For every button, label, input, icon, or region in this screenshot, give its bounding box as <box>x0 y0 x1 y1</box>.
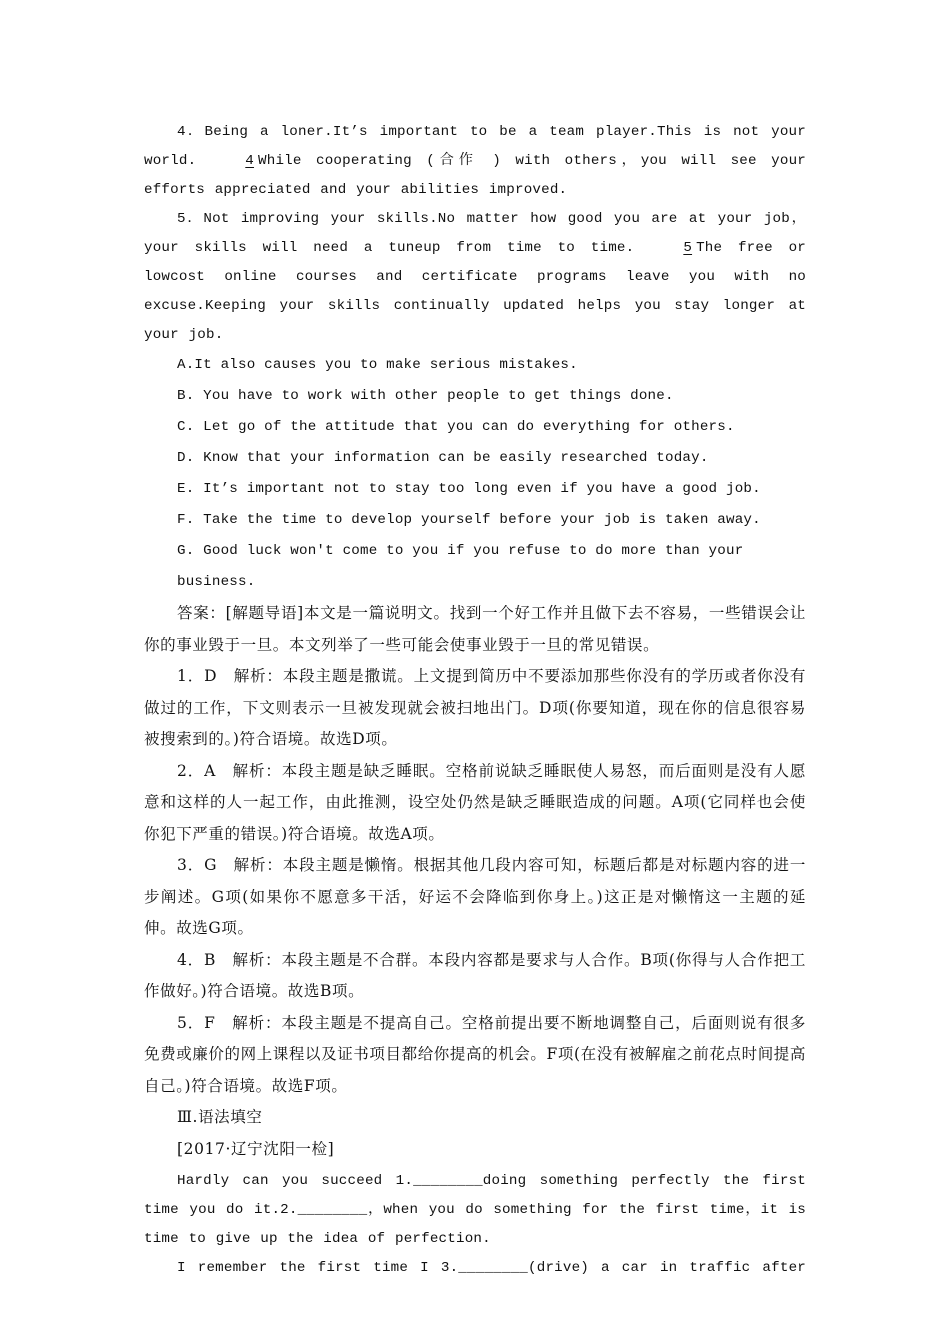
answer-intro: 答案：[解题导语]本文是一篇说明文。找到一个好工作并且做下去不容易，一些错误会让你的事业毁于一旦。本文列举了一些可能会使事业毁于一旦的常见错误。 <box>144 604 806 654</box>
options-list <box>144 350 806 598</box>
grammar-paragraph-1: Hardly can you succeed 1.________doing something perfectly the first time you do it.2.________，when you do something for the first time，it is time to give up the idea of perfection. <box>144 1173 806 1247</box>
option-b: B. You have to work with other people to get things done. <box>177 388 674 404</box>
answer-item-3: 3．G 解析：本段主题是懒惰。根据其他几段内容可知，标题后都是对标题内容的进一步阐述。G项(如果你不愿意多干活，好运不会降临到你身上。)这正是对懒惰这一主题的延伸。故选G项。 <box>144 856 806 937</box>
grammar-section <box>144 1102 806 1283</box>
option-f: F. Take the time to develop yourself before your job is taken away. <box>177 512 761 528</box>
blank-4: 4 <box>245 153 255 169</box>
paragraph-4-tail: While cooperating (合作 ) with others，you will see your efforts appreciated and your abilities improved. <box>144 153 806 198</box>
section-source: [2017·辽宁沈阳一检] <box>177 1139 335 1158</box>
grammar-paragraph-2: I remember the first time I 3.________(drive) a car in traffic after <box>177 1260 806 1276</box>
reading-paragraph-4 <box>144 118 806 205</box>
option-e: E. It’s important not to stay too long even if you have a good job. <box>177 481 761 497</box>
answer-item-2: 2．A 解析：本段主题是缺乏睡眠。空格前说缺乏睡眠使人易怒，而后面则是没有人愿意和这样的人一起工作，由此推测，设空处仍然是缺乏睡眠造成的问题。A项(它同样也会使你犯下严重的错误。)符合语境。故选A项。 <box>144 761 806 843</box>
page-content <box>144 118 806 1283</box>
option-a: A.It also causes you to make serious mistakes. <box>177 357 578 373</box>
option-c: C. Let go of the attitude that you can do everything for others. <box>177 419 735 435</box>
paragraph-5-lead: 5．Not improving your skills.No matter how good you are at your job，your skills will need a tuneup from time to time. <box>144 211 806 256</box>
answer-item-1: 1．D 解析：本段主题是撒谎。上文提到简历中不要添加那些你没有的学历或者你没有做过的工作，下文则表示一旦被发现就会被扫地出门。D项(你要知道，现在你的信息很容易被搜索到的。)符合语境。故选D项。 <box>144 667 806 748</box>
option-g: G. Good luck won't come to you if you refuse to do more than your business. <box>177 543 744 590</box>
answer-section <box>144 598 806 1102</box>
blank-5: 5 <box>683 240 693 256</box>
answer-item-5: 5．F 解析：本段主题是不提高自己。空格前提出要不断地调整自己，后面则说有很多免费或廉价的网上课程以及证书项目都给你提高的机会。F项(在没有被解雇之前花点时间提高自己。)符合语境。故选F项。 <box>144 1013 807 1095</box>
section-heading: Ⅲ.语法填空 <box>177 1108 263 1126</box>
reading-paragraph-5 <box>144 205 806 350</box>
paragraph-5-tail: The free or lowcost online courses and certificate programs leave you with no excuse.Keeping your skills continually updated helps you stay longer at your job. <box>144 240 806 343</box>
answer-item-4: 4．B 解析：本段主题是不合群。本段内容都是要求与人合作。B项(你得与人合作把工作做好。)符合语境。故选B项。 <box>144 950 806 1000</box>
option-d: D. Know that your information can be easily researched today. <box>177 450 709 466</box>
paragraph-4-lead: 4．Being a loner.It’s important to be a team player.This is not your world. <box>144 124 806 169</box>
